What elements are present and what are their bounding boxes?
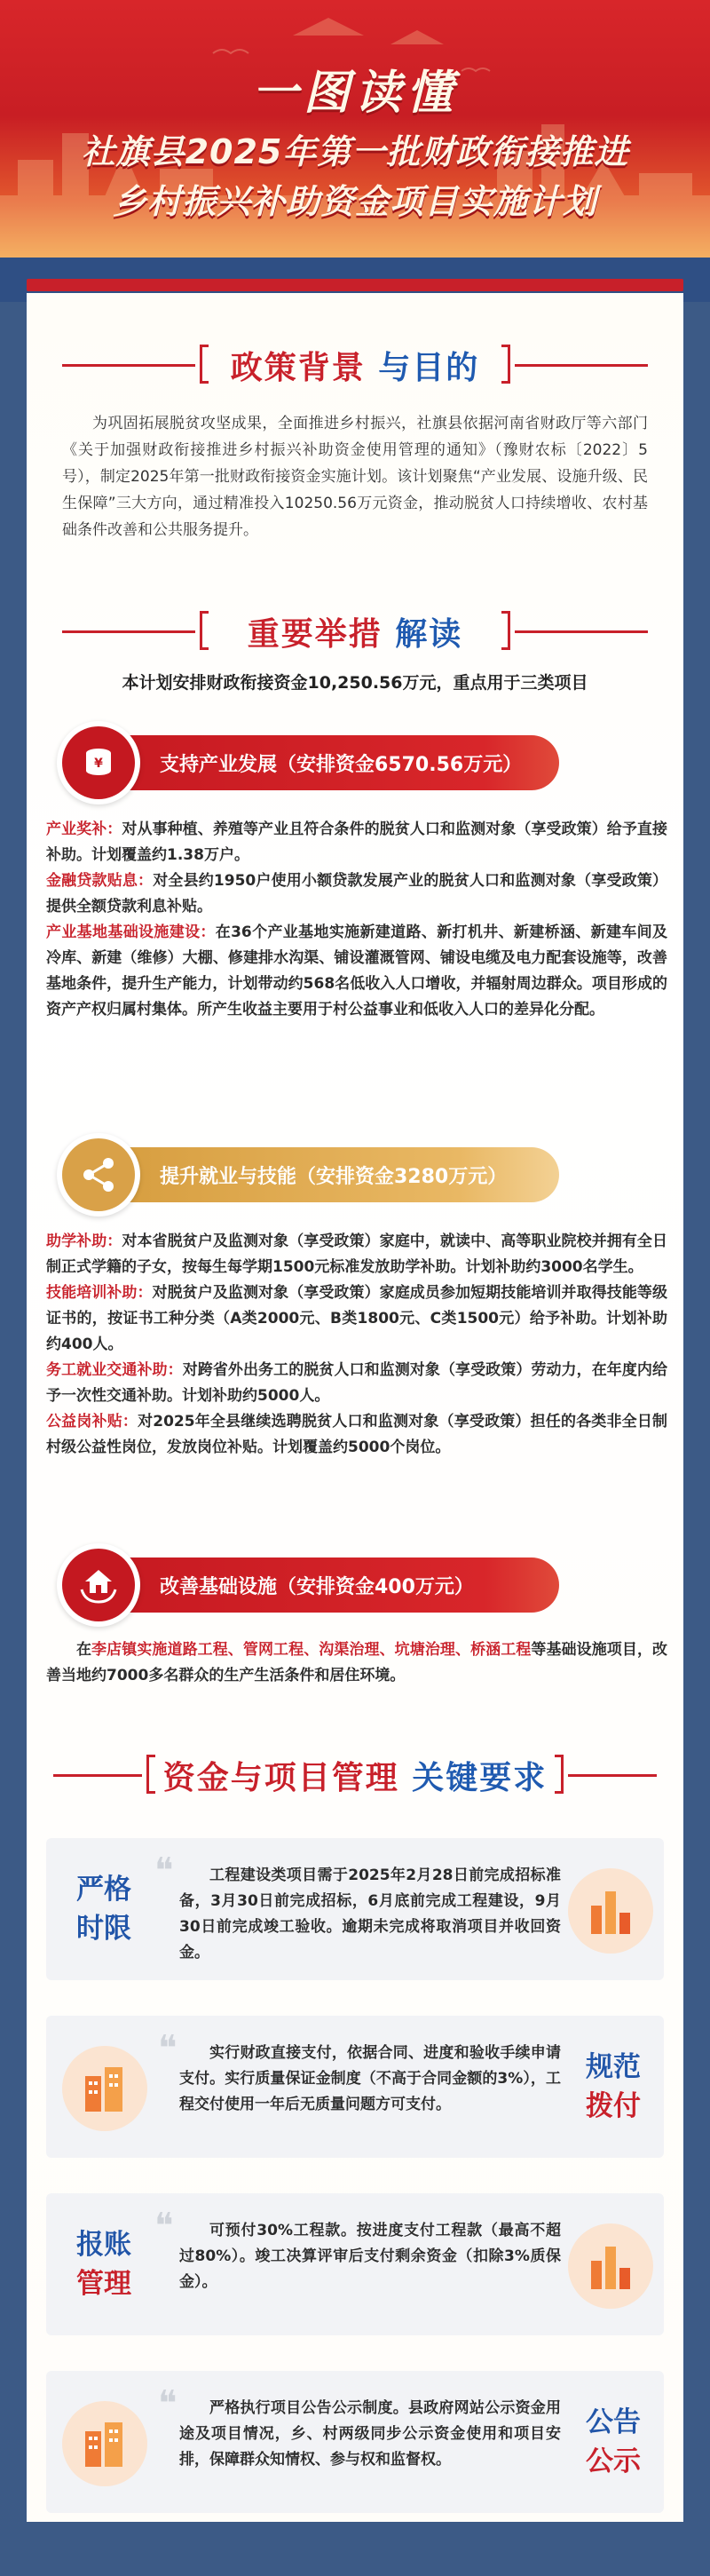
card-title: 报账 管理 (76, 2229, 131, 2300)
management-card-deadline (46, 1838, 664, 1980)
section-heading: 资金与项目管理 关键要求 (162, 1760, 548, 1796)
content-paper (27, 293, 683, 2522)
quote-mark-icon: ❝ (158, 2383, 178, 2424)
icon-badge (57, 1133, 140, 1217)
icon-badge (62, 2046, 147, 2131)
background-paragraph: 为巩固拓展脱贫攻坚成果，全面推进乡村振兴，社旗县依据河南省财政厅等六部门《关于加强财政衔接推进乡村振兴补助资金使用管理的通知》（豫财农标〔2022〕5号），制定2025年第一批财政衔接资金实施计划。该计划聚焦“产业发展、设施升级、民生保障”三大方向，通过精准投入10250.56万元资金，推动脱贫人口持续增收、农村基础条件改善和公共服务提升。 (62, 415, 648, 539)
group-label: 改善基础设施（安排资金400万元） (160, 1576, 474, 1598)
list-item: 公益岗补贴：对2025年全县继续选聘脱贫人口和监测对象（享受政策）担任的各类非全日制村级公益性岗位，发放岗位补贴。计划覆盖约5000个岗位。 (46, 1413, 667, 1456)
subtitle-line-2: 乡村振兴补助资金项目实施计划 (112, 182, 597, 221)
buildings-icon (82, 2419, 128, 2469)
measures-lead: 本计划安排财政衔接资金10,250.56万元，重点用于三类项目 (122, 673, 588, 693)
management-card-payment (46, 2016, 664, 2158)
section-title-measures (27, 604, 683, 657)
list-item: 务工就业交通补助：对跨省外出务工的脱贫人口和监测对象（享受政策）劳动力，在年度内给予一次性交通补助。计划补助约5000人。 (46, 1361, 668, 1405)
list-item: 助学补助：对本省脱贫户及监测对象（享受政策）家庭中，就读中、高等职业院校并拥有全日制正式学籍的子女，按每生每学期1500元标准发放助学补助。计划补助约3000名学生。 (46, 1233, 667, 1276)
card-text: 实行财政直接支付，依据合同、进度和验收手续申请支付。实行质量保证金制度（不高于合同金额的3%），工程交付使用一年后无质量问题方可支付。 (179, 2044, 561, 2113)
management-card-publicity (46, 2371, 664, 2513)
card-text: 工程建设类项目需于2025年2月28日前完成招标准备，3月30日前完成招标，6月底前完成工程建设，9月30日前完成竣工验收。逾期未完成将取消项目并收回资金。 (179, 1867, 561, 1962)
buildings-icon (82, 2064, 128, 2113)
icon-badge (568, 2223, 653, 2309)
main-title: 一图读懂 (251, 67, 458, 120)
header-stripe (27, 279, 683, 291)
section-title-background (27, 337, 683, 391)
management-card-accounting (46, 2193, 664, 2335)
card-title: 规范 拨付 (586, 2051, 641, 2122)
list-item: 金融贷款贴息：对全县约1950户使用小额贷款发展产业的脱贫人口和监测对象（享受政策）提供全额贷款利息补贴。 (46, 872, 667, 915)
icon-badge (568, 1868, 653, 1954)
section-heading: 重要举措 解读 (247, 616, 463, 653)
card-title: 严格 时限 (76, 1874, 131, 1945)
list-item: 产业奖补：对从事种植、养殖等产业且符合条件的脱贫人口和监测对象（享受政策）给予直接补助。计划覆盖约1.38万户。 (46, 820, 667, 864)
bar-chart-icon (588, 2241, 634, 2291)
icon-badge (57, 721, 140, 805)
group-header-infrastructure (62, 1557, 559, 1613)
group-label: 支持产业发展（安排资金6570.56万元） (160, 754, 523, 776)
group-items-employment (46, 1229, 667, 1461)
icon-badge (62, 2401, 147, 2486)
list-item: 产业基地基础设施建设：在36个产业基地实施新建道路、新打机井、新建桥涵、新建车间及冷库、新建（维修）大棚、修建排水沟渠、铺设灌溉管网、铺设电缆及电力配套设施等，改善基地条件，提升生产能力，计划带动约568名低收入人口增收，并辐射周边群众。项目形成的资产产权归属村集体。所产生收益主要用于村公益事业和低收入人口的差异化分配。 (46, 923, 668, 1019)
quote-mark-icon: ❝ (158, 2028, 178, 2069)
quote-mark-icon: ❝ (154, 1851, 174, 1891)
svg-text:¥: ¥ (94, 757, 103, 771)
house-hands-icon (78, 1565, 119, 1605)
subtitle-line-1: 社旗县2025年第一批财政衔接推进 (81, 132, 629, 171)
group-label: 提升就业与技能（安排资金3280万元） (160, 1166, 508, 1188)
group-items-industry (46, 817, 667, 1023)
section-title-management (27, 1748, 683, 1801)
group-header-industry (62, 735, 559, 790)
section-heading: 政策背景 与目的 (230, 350, 480, 386)
share-icon (78, 1154, 119, 1195)
list-item: 技能培训补助：对脱贫户及监测对象（享受政策）家庭成员参加短期技能培训并取得技能等级证书的，按证书工种分类（A类2000元、B类1800元、C类1500元）给予补助。计划补助约400人。 (46, 1284, 668, 1353)
coin-icon (78, 742, 119, 783)
card-text: 可预付30%工程款。按进度支付工程款（最高不超过80%）。竣工决算评审后支付剩余资金（扣除3%质保金）。 (179, 2222, 561, 2291)
bar-chart-icon (588, 1886, 634, 1936)
group-text-infrastructure: 在李店镇实施道路工程、管网工程、沟渠治理、坑塘治理、桥涵工程等基础设施项目，改善当地约7000多名群众的生产生活条件和居住环境。 (46, 1641, 668, 1684)
icon-badge (57, 1543, 140, 1627)
quote-mark-icon: ❝ (154, 2206, 174, 2247)
header-banner (0, 0, 710, 258)
card-text: 严格执行项目公告公示制度。县政府网站公示资金用途及项目情况，乡、村两级同步公示资金使用和项目安排，保障群众知情权、参与权和监督权。 (179, 2399, 561, 2469)
group-header-employment (62, 1147, 559, 1202)
card-title: 公告 公示 (586, 2406, 641, 2477)
